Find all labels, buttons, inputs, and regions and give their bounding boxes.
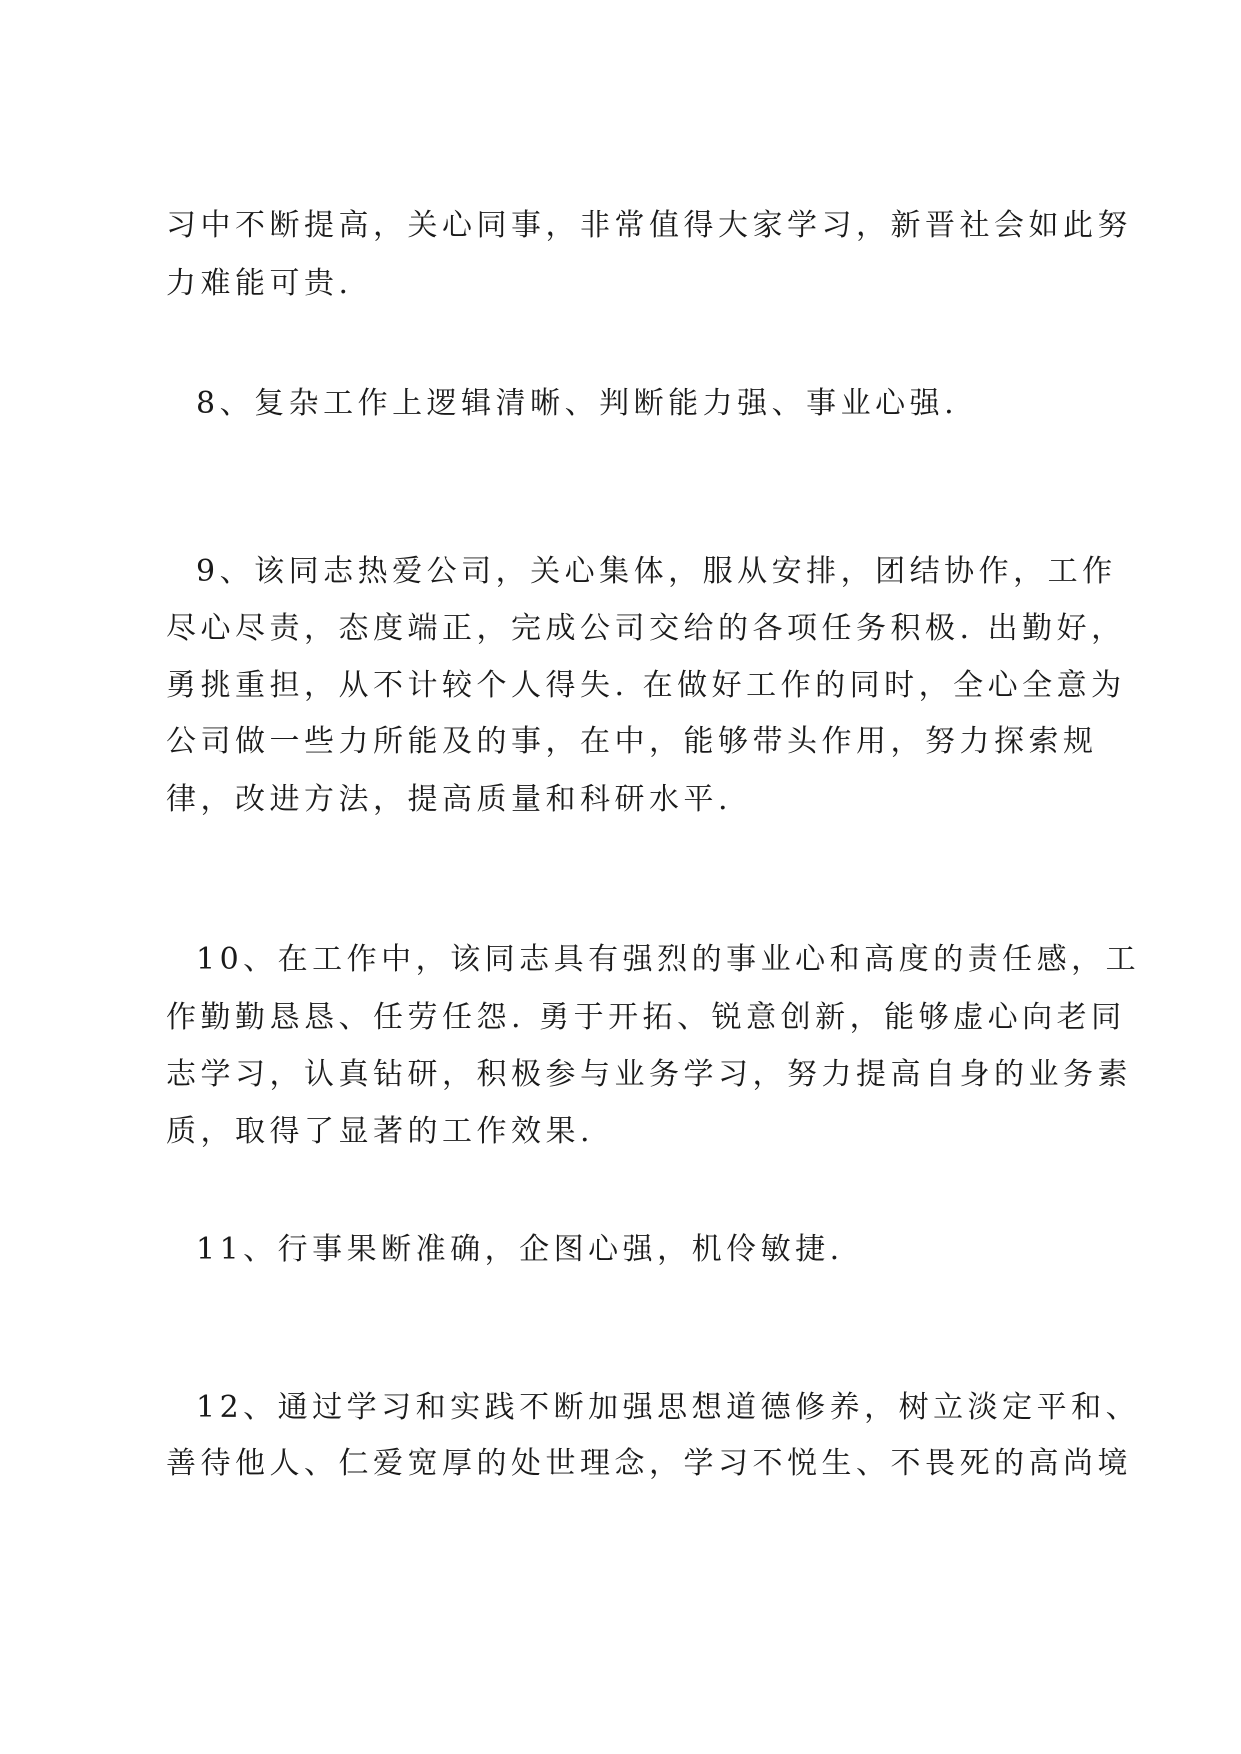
item-9-line-1: 9、该同志热爱公司，关心集体，服从安排，团结协作，工作 [196,554,1117,589]
item-11-line-1: 11、行事果断准确，企图心强，机伶敏捷. [196,1232,844,1267]
item-9-line-5: 律，改进方法，提高质量和科研水平. [166,782,733,817]
item-10-line-3: 志学习，认真钻研，积极参与业务学习，努力提高自身的业务素 [166,1057,1132,1092]
paragraph-continued-line-1: 习中不断提高，关心同事，非常值得大家学习，新晋社会如此努 [166,208,1132,243]
item-8-line-1: 8、复杂工作上逻辑清晰、判断能力强、事业心强. [196,386,959,421]
item-10-line-4: 质，取得了显著的工作效果. [166,1114,595,1149]
item-10-line-2: 作勤勤恳恳、任劳任怨. 勇于开拓、锐意创新，能够虚心向老同 [166,1000,1126,1035]
paragraph-continued-line-2: 力难能可贵. [166,266,353,301]
item-12-line-1: 12、通过学习和实践不断加强思想道德修养，树立淡定平和、 [196,1390,1141,1425]
item-9-line-4: 公司做一些力所能及的事，在中，能够带头作用，努力探索规 [166,724,1098,759]
item-9-line-2: 尽心尽责，态度端正，完成公司交给的各项任务积极. 出勤好， [166,611,1126,646]
item-10-line-1: 10、在工作中，该同志具有强烈的事业心和高度的责任感，工 [196,942,1141,977]
item-12-line-2: 善待他人、仁爱宽厚的处世理念，学习不悦生、不畏死的高尚境 [166,1446,1132,1481]
item-9-line-3: 勇挑重担，从不计较个人得失. 在做好工作的同时，全心全意为 [166,668,1126,703]
